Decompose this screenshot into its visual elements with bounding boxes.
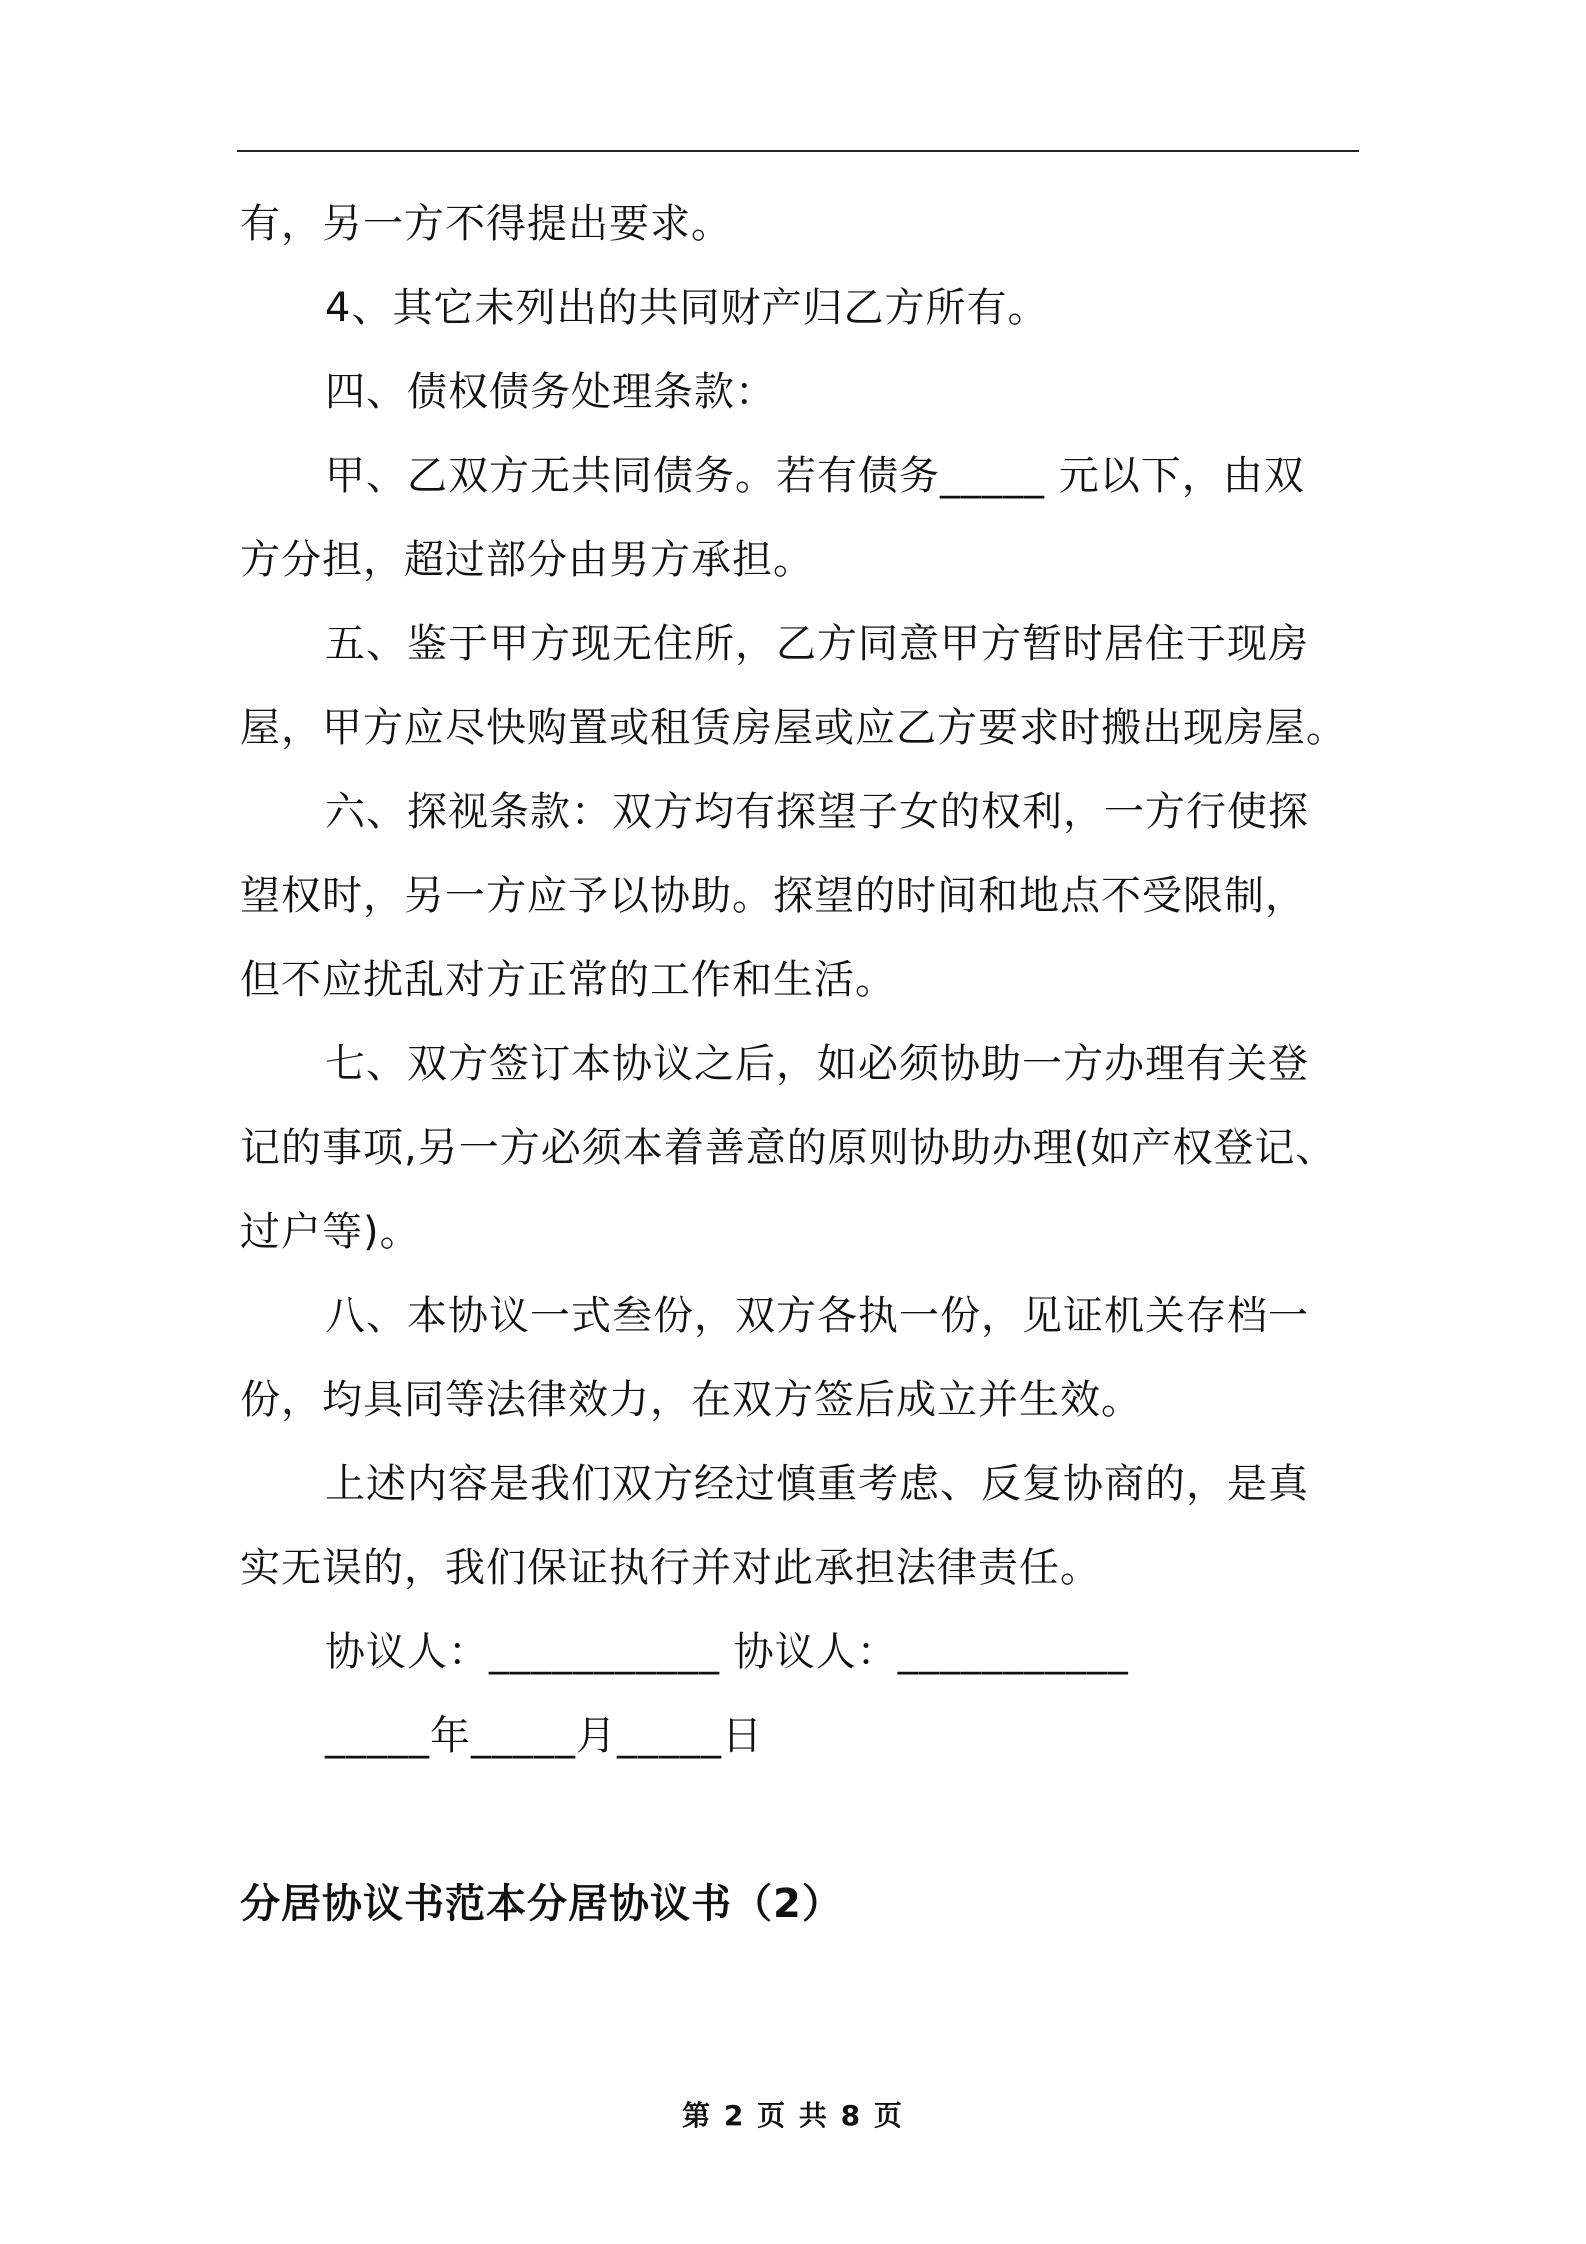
section-title: 分居协议书范本分居协议书（2） <box>240 1881 843 1927</box>
text-line: 四、债权债务处理条款： <box>325 369 776 415</box>
text-line: 但不应扰乱对方正常的工作和生活。 <box>240 957 896 1003</box>
header-rule <box>237 150 1359 152</box>
text-line: 实无误的，我们保证执行并对此承担法律责任。 <box>240 1545 1101 1591</box>
text-line: 八、本协议一式叁份，双方各执一份，见证机关存档一 <box>325 1293 1309 1339</box>
text-line: 望权时，另一方应予以协助。探望的时间和地点不受限制， <box>240 873 1306 919</box>
text-line: 4、其它未列出的共同财产归乙方所有。 <box>325 285 1049 331</box>
signature-line: 协议人：___________ 协议人：___________ <box>325 1629 1129 1675</box>
text-line: 方分担，超过部分由男方承担。 <box>240 537 814 583</box>
text-line: 甲、乙双方无共同债务。若有债务_____ 元以下，由双 <box>325 453 1305 499</box>
text-line: 六、探视条款：双方均有探望子女的权利，一方行使探 <box>325 789 1309 835</box>
text-line: 屋，甲方应尽快购置或租赁房屋或应乙方要求时搬出现房屋。 <box>240 705 1347 751</box>
page-number-footer: 第 2 页 共 8 页 <box>682 2099 904 2132</box>
text-line: 上述内容是我们双方经过慎重考虑、反复协商的，是真 <box>325 1461 1309 1507</box>
date-line: _____年_____月_____日 <box>325 1713 763 1759</box>
text-line: 份，均具同等法律效力，在双方签后成立并生效。 <box>240 1377 1142 1423</box>
text-line: 记的事项,另一方必须本着善意的原则协助办理(如产权登记、 <box>240 1125 1337 1171</box>
text-line: 过户等)。 <box>240 1209 421 1255</box>
text-line: 七、双方签订本协议之后，如必须协助一方办理有关登 <box>325 1041 1309 1087</box>
text-line: 五、鉴于甲方现无住所，乙方同意甲方暂时居住于现房 <box>325 621 1309 667</box>
text-line: 有，另一方不得提出要求。 <box>240 201 732 247</box>
